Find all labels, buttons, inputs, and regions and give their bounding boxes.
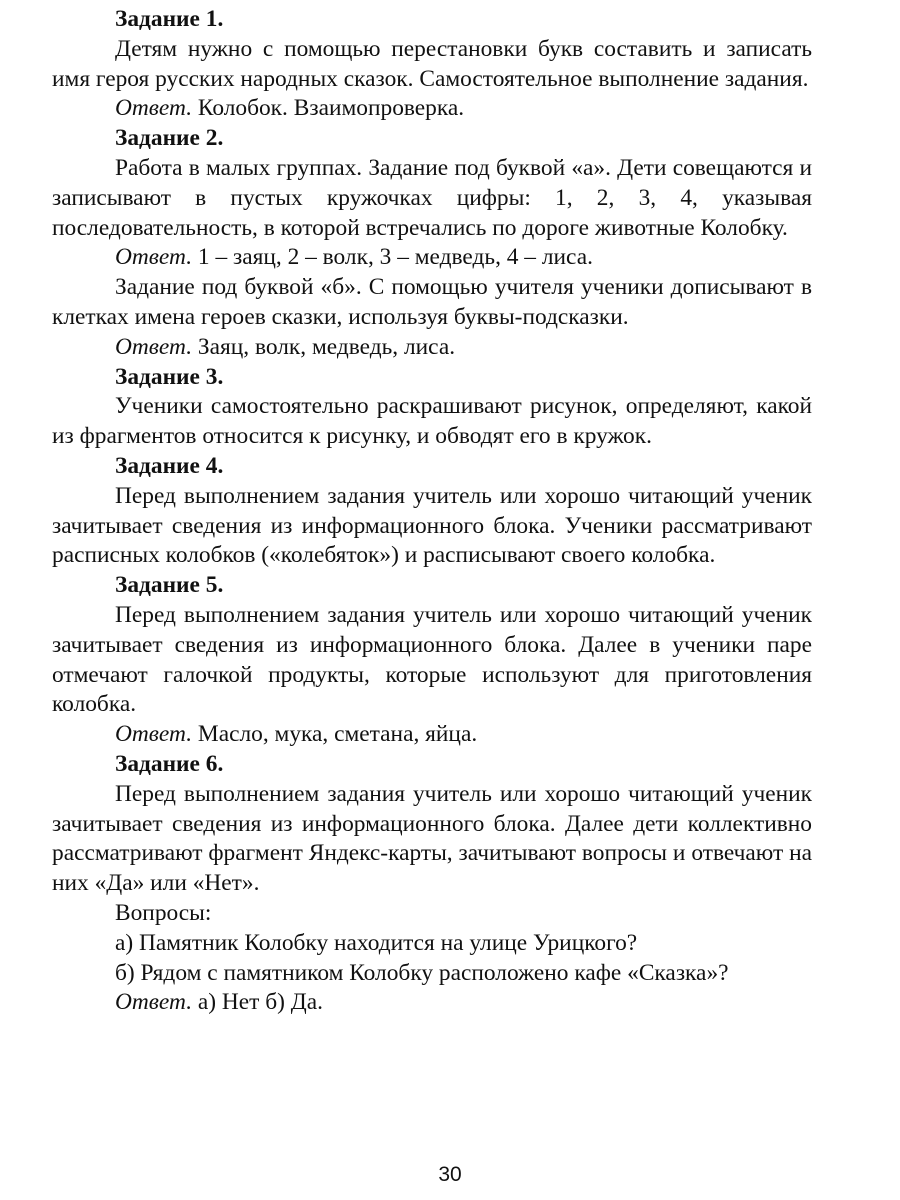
task-1-text: Детям нужно с помощью перестановки букв составить и записать имя героя русских народных сказок. Самостоятельное выполнение задания. (52, 35, 812, 92)
task-4-text: Перед выполнением задания учитель или хорошо читающий ученик зачитывает сведения из информационного блока. Ученики рассматривают расписных колобков («колебяток») и расписывают своего колобка. (52, 482, 812, 569)
task-6-heading: Задание 6. (115, 750, 224, 777)
task-6-text: Перед выполнением задания учитель или хорошо читающий ученик зачитывает сведения из информационного блока. Далее дети коллективно рассматривают фрагмент Яндекс-карты, зачитывают вопросы и отвечают на них «Да» или «Нет». (52, 780, 812, 897)
task-2-sub-answer (52, 333, 812, 363)
task-1-heading: Задание 1. (115, 6, 224, 32)
task-3-heading: Задание 3. (115, 363, 224, 390)
answer-text: Колобок. Взаимопроверка. (192, 95, 465, 122)
task-1-answer (52, 94, 812, 124)
task-6-question-b: б) Рядом с памятником Колобку расположено кафе «Сказка»? (115, 959, 729, 986)
task-5-heading: Задание 5. (115, 572, 224, 599)
answer-text: Заяц, волк, медведь, лиса. (192, 333, 456, 360)
task-3-text: Ученики самостоятельно раскрашивают рисунок, определяют, какой из фрагментов относится к рисунку, и обводят его в кружок. (52, 393, 812, 450)
answer-label: Ответ. (115, 333, 193, 360)
task-6-question-a: а) Памятник Колобку находится на улице Урицкого? (115, 929, 638, 956)
task-6-answer (52, 988, 812, 1018)
task-4-heading: Задание 4. (115, 452, 224, 479)
task-2-text: Работа в малых группах. Задание под буквой «а». Дети совещаются и записывают в пустых кружочках цифры: 1, 2, 3, 4, указывая последовательность, в которой встречались по дороге животные Колобку. (52, 154, 812, 241)
answer-label: Ответ. (115, 95, 193, 122)
task-6-questions-title: Вопросы: (115, 899, 212, 926)
task-5-answer (52, 720, 812, 750)
answer-text: 1 – заяц, 2 – волк, 3 – медведь, 4 – лиса. (192, 244, 593, 271)
task-2-sub-text: Задание под буквой «б». С помощью учителя ученики дописывают в клетках имена героев сказки, используя буквы-подсказки. (52, 274, 812, 330)
task-2-heading: Задание 2. (115, 125, 224, 152)
answer-label: Ответ. (115, 989, 193, 1016)
page-number: 30 (438, 1163, 462, 1186)
document-page (52, 5, 812, 1018)
answer-text: Масло, мука, сметана, яйца. (192, 721, 478, 748)
answer-label: Ответ. (115, 721, 193, 748)
answer-text: а) Нет б) Да. (192, 989, 323, 1016)
task-5-text: Перед выполнением задания учитель или хорошо читающий ученик зачитывает сведения из информационного блока. Далее в ученики паре отмечают галочкой продукты, которые используют для приготовления колобка. (52, 601, 812, 718)
answer-label: Ответ. (115, 244, 193, 271)
task-2-answer (52, 243, 812, 273)
